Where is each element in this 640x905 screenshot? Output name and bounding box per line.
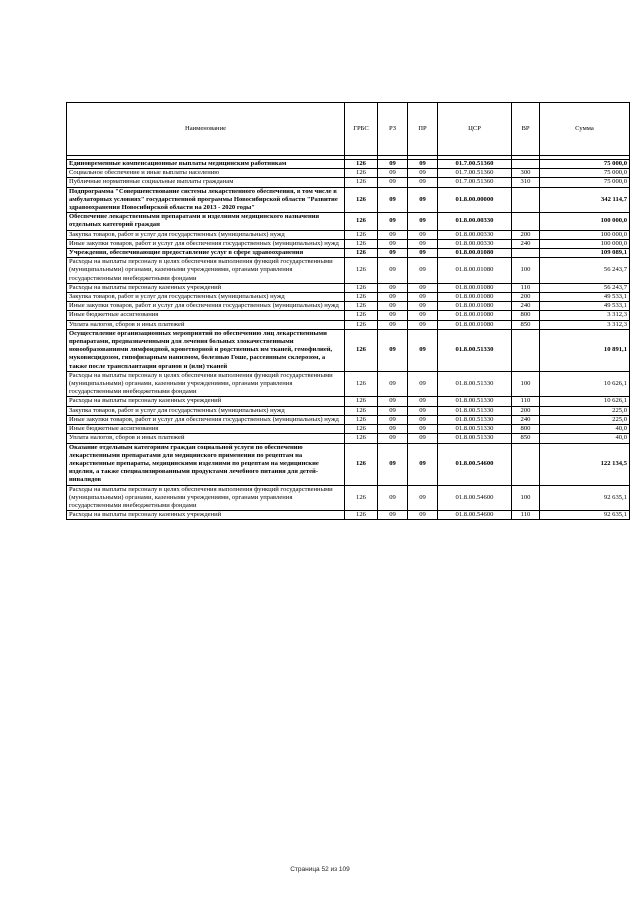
cell-grbs: 126 <box>345 187 378 213</box>
cell-vr <box>512 213 540 230</box>
table-row <box>67 302 630 311</box>
cell-rz: 09 <box>378 187 408 213</box>
cell-vr: 800 <box>512 311 540 320</box>
cell-name: Социальное обеспечение и иные выплаты населению <box>67 169 345 178</box>
cell-name: Подпрограмма "Совершенствование системы лекарственного обеспечения, в том числе в амбулаторных условиях" государственной программы Новосибирской области "Развитие здравоохранения Новосибирской области на 2013 - 2020 годы" <box>67 187 345 213</box>
cell-grbs: 126 <box>345 160 378 169</box>
header-name: Наименование <box>67 103 345 156</box>
cell-rz: 09 <box>378 397 408 406</box>
cell-grbs: 126 <box>345 311 378 320</box>
cell-sum: 56 243,7 <box>540 283 630 292</box>
cell-grbs: 126 <box>345 511 378 520</box>
header-csr: ЦСР <box>438 103 512 156</box>
cell-rz: 09 <box>378 443 408 485</box>
cell-name: Иные закупки товаров, работ и услуг для обеспечения государственных (муниципальных) нужд <box>67 239 345 248</box>
cell-sum: 3 312,3 <box>540 311 630 320</box>
cell-vr: 300 <box>512 169 540 178</box>
cell-sum: 56 243,7 <box>540 258 630 284</box>
cell-csr: 01.8.00.00000 <box>438 187 512 213</box>
cell-rz: 09 <box>378 249 408 258</box>
cell-pr: 09 <box>408 283 438 292</box>
cell-vr: 240 <box>512 239 540 248</box>
cell-csr: 01.7.00.51360 <box>438 178 512 187</box>
table-row <box>67 406 630 415</box>
cell-grbs: 126 <box>345 239 378 248</box>
cell-csr: 01.8.00.00330 <box>438 213 512 230</box>
cell-vr <box>512 187 540 213</box>
cell-pr: 09 <box>408 160 438 169</box>
header-rz: РЗ <box>378 103 408 156</box>
cell-vr: 200 <box>512 406 540 415</box>
cell-grbs: 126 <box>345 213 378 230</box>
cell-vr: 850 <box>512 434 540 443</box>
table-row <box>67 187 630 213</box>
cell-csr: 01.8.00.00330 <box>438 239 512 248</box>
table-row <box>67 397 630 406</box>
cell-sum: 3 312,3 <box>540 320 630 329</box>
cell-pr: 09 <box>408 425 438 434</box>
cell-sum: 10 626,1 <box>540 397 630 406</box>
table-row <box>67 178 630 187</box>
table-row <box>67 169 630 178</box>
cell-pr: 09 <box>408 397 438 406</box>
cell-grbs: 126 <box>345 329 378 371</box>
table-row <box>67 249 630 258</box>
cell-vr: 310 <box>512 178 540 187</box>
cell-rz: 09 <box>378 485 408 511</box>
cell-rz: 09 <box>378 213 408 230</box>
table-header-row <box>67 103 630 156</box>
cell-vr: 100 <box>512 371 540 397</box>
cell-rz: 09 <box>378 283 408 292</box>
cell-csr: 01.8.00.51330 <box>438 329 512 371</box>
cell-name: Иные закупки товаров, работ и услуг для обеспечения государственных (муниципальных) нужд <box>67 302 345 311</box>
cell-vr: 100 <box>512 258 540 284</box>
header-pr: ПР <box>408 103 438 156</box>
page-footer: Страница 52 из 109 <box>290 866 350 873</box>
table-row <box>67 239 630 248</box>
cell-pr: 09 <box>408 443 438 485</box>
cell-rz: 09 <box>378 169 408 178</box>
cell-name: Расходы на выплаты персоналу казенных учреждений <box>67 511 345 520</box>
cell-csr: 01.8.00.54600 <box>438 485 512 511</box>
cell-vr: 800 <box>512 425 540 434</box>
cell-vr: 110 <box>512 397 540 406</box>
cell-rz: 09 <box>378 293 408 302</box>
cell-name: Расходы на выплаты персоналу в целях обеспечения выполнения функций государственными (муниципальными) органами, казенными учреждениями, органами управления государственными внебюджетными фондами <box>67 258 345 284</box>
table-row <box>67 511 630 520</box>
cell-pr: 09 <box>408 434 438 443</box>
cell-rz: 09 <box>378 371 408 397</box>
cell-vr: 240 <box>512 302 540 311</box>
cell-csr: 01.8.00.51330 <box>438 415 512 424</box>
cell-rz: 09 <box>378 302 408 311</box>
cell-csr: 01.8.00.01080 <box>438 249 512 258</box>
cell-csr: 01.8.00.01080 <box>438 302 512 311</box>
cell-grbs: 126 <box>345 302 378 311</box>
cell-grbs: 126 <box>345 397 378 406</box>
cell-name: Закупка товаров, работ и услуг для государственных (муниципальных) нужд <box>67 406 345 415</box>
cell-name: Расходы на выплаты персоналу казенных учреждений <box>67 283 345 292</box>
cell-name: Оказание отдельным категориям граждан социальной услуги по обеспечению лекарственными препаратами для медицинского применения по рецептам на лекарственные препараты, медицинскими изделиями по рецептам на медицинские изделия, а также специализированными продуктами лечебного питания для детей-инвалидов <box>67 443 345 485</box>
table-row <box>67 485 630 511</box>
header-sum: Сумма <box>540 103 630 156</box>
cell-pr: 09 <box>408 511 438 520</box>
cell-grbs: 126 <box>345 249 378 258</box>
cell-name: Публичные нормативные социальные выплаты гражданам <box>67 178 345 187</box>
cell-sum: 10 626,1 <box>540 371 630 397</box>
cell-pr: 09 <box>408 415 438 424</box>
cell-rz: 09 <box>378 320 408 329</box>
cell-grbs: 126 <box>345 406 378 415</box>
cell-csr: 01.8.00.01080 <box>438 293 512 302</box>
cell-grbs: 126 <box>345 283 378 292</box>
cell-grbs: 126 <box>345 425 378 434</box>
table-row <box>67 213 630 230</box>
cell-grbs: 126 <box>345 371 378 397</box>
cell-pr: 09 <box>408 485 438 511</box>
table-row <box>67 415 630 424</box>
cell-sum: 225,0 <box>540 415 630 424</box>
cell-name: Иные закупки товаров, работ и услуг для обеспечения государственных (муниципальных) нужд <box>67 415 345 424</box>
table-row <box>67 443 630 485</box>
cell-vr: 110 <box>512 511 540 520</box>
cell-grbs: 126 <box>345 485 378 511</box>
cell-name: Расходы на выплаты персоналу казенных учреждений <box>67 397 345 406</box>
cell-name: Уплата налогов, сборов и иных платежей <box>67 320 345 329</box>
cell-name: Закупка товаров, работ и услуг для государственных (муниципальных) нужд <box>67 293 345 302</box>
cell-rz: 09 <box>378 160 408 169</box>
cell-csr: 01.8.00.51330 <box>438 434 512 443</box>
cell-vr: 850 <box>512 320 540 329</box>
cell-sum: 40,0 <box>540 425 630 434</box>
cell-sum: 122 134,5 <box>540 443 630 485</box>
cell-name: Расходы на выплаты персоналу в целях обеспечения выполнения функций государственными (муниципальными) органами, казенными учреждениями, органами управления государственными внебюджетными фондами <box>67 371 345 397</box>
cell-rz: 09 <box>378 239 408 248</box>
cell-grbs: 126 <box>345 293 378 302</box>
table-row <box>67 293 630 302</box>
cell-name: Осуществление организационных мероприятий по обеспечению лиц лекарственными препаратами, предназначенными для лечения больных злокачественными новообразованиями лимфоидной, кроветворной и родственных им тканей, гемофилией, муковисцидозом, гипофизарным нанизмом, болезнью Гоше, рассеянным склерозом, а также после трансплантации органов и (или) тканей <box>67 329 345 371</box>
cell-pr: 09 <box>408 371 438 397</box>
cell-csr: 01.8.00.01080 <box>438 258 512 284</box>
table-row <box>67 425 630 434</box>
cell-rz: 09 <box>378 258 408 284</box>
cell-grbs: 126 <box>345 178 378 187</box>
cell-pr: 09 <box>408 293 438 302</box>
cell-name: Иные бюджетные ассигнования <box>67 425 345 434</box>
table-row <box>67 283 630 292</box>
cell-vr: 200 <box>512 230 540 239</box>
cell-sum: 225,0 <box>540 406 630 415</box>
cell-sum: 92 635,1 <box>540 511 630 520</box>
cell-rz: 09 <box>378 329 408 371</box>
cell-rz: 09 <box>378 230 408 239</box>
cell-csr: 01.8.00.00330 <box>438 230 512 239</box>
cell-sum: 342 114,7 <box>540 187 630 213</box>
cell-vr <box>512 160 540 169</box>
table-row <box>67 329 630 371</box>
cell-pr: 09 <box>408 406 438 415</box>
cell-vr <box>512 249 540 258</box>
cell-rz: 09 <box>378 311 408 320</box>
cell-pr: 09 <box>408 239 438 248</box>
cell-sum: 49 533,1 <box>540 293 630 302</box>
cell-csr: 01.8.00.01080 <box>438 311 512 320</box>
cell-vr <box>512 443 540 485</box>
table-row <box>67 371 630 397</box>
cell-name: Единовременные компенсационные выплаты медицинским работникам <box>67 160 345 169</box>
cell-pr: 09 <box>408 329 438 371</box>
cell-pr: 09 <box>408 302 438 311</box>
cell-pr: 09 <box>408 213 438 230</box>
header-grbs: ГРБС <box>345 103 378 156</box>
cell-csr: 01.8.00.51330 <box>438 425 512 434</box>
budget-table <box>66 102 630 520</box>
cell-rz: 09 <box>378 511 408 520</box>
cell-vr: 200 <box>512 293 540 302</box>
cell-name: Уплата налогов, сборов и иных платежей <box>67 434 345 443</box>
cell-sum: 100 000,0 <box>540 213 630 230</box>
cell-csr: 01.8.00.54600 <box>438 511 512 520</box>
cell-vr <box>512 329 540 371</box>
cell-sum: 10 891,1 <box>540 329 630 371</box>
cell-csr: 01.7.00.51360 <box>438 169 512 178</box>
cell-grbs: 126 <box>345 169 378 178</box>
cell-sum: 75 000,0 <box>540 160 630 169</box>
cell-sum: 100 000,0 <box>540 239 630 248</box>
table-row <box>67 160 630 169</box>
table-body <box>67 103 630 520</box>
table-row <box>67 434 630 443</box>
cell-grbs: 126 <box>345 443 378 485</box>
cell-pr: 09 <box>408 249 438 258</box>
cell-grbs: 126 <box>345 258 378 284</box>
cell-rz: 09 <box>378 425 408 434</box>
cell-csr: 01.8.00.51330 <box>438 397 512 406</box>
cell-sum: 75 000,0 <box>540 178 630 187</box>
cell-name: Иные бюджетные ассигнования <box>67 311 345 320</box>
cell-name: Обеспечение лекарственными препаратами и изделиями медицинского назначения отдельных категорий граждан <box>67 213 345 230</box>
table-row <box>67 320 630 329</box>
cell-pr: 09 <box>408 320 438 329</box>
cell-csr: 01.8.00.01080 <box>438 320 512 329</box>
cell-pr: 09 <box>408 311 438 320</box>
cell-vr: 240 <box>512 415 540 424</box>
cell-rz: 09 <box>378 178 408 187</box>
cell-name: Расходы на выплаты персоналу в целях обеспечения выполнения функций государственными (муниципальными) органами, казенными учреждениями, органами управления государственными внебюджетными фондами <box>67 485 345 511</box>
cell-pr: 09 <box>408 230 438 239</box>
cell-pr: 09 <box>408 169 438 178</box>
cell-grbs: 126 <box>345 434 378 443</box>
table-row <box>67 311 630 320</box>
cell-csr: 01.8.00.01080 <box>438 283 512 292</box>
cell-grbs: 126 <box>345 320 378 329</box>
cell-pr: 09 <box>408 258 438 284</box>
cell-sum: 40,0 <box>540 434 630 443</box>
cell-rz: 09 <box>378 406 408 415</box>
table-row <box>67 230 630 239</box>
cell-csr: 01.8.00.54600 <box>438 443 512 485</box>
cell-sum: 109 089,1 <box>540 249 630 258</box>
cell-csr: 01.7.00.51360 <box>438 160 512 169</box>
header-vr: ВР <box>512 103 540 156</box>
cell-grbs: 126 <box>345 230 378 239</box>
cell-vr: 110 <box>512 283 540 292</box>
cell-pr: 09 <box>408 178 438 187</box>
cell-name: Закупка товаров, работ и услуг для государственных (муниципальных) нужд <box>67 230 345 239</box>
cell-pr: 09 <box>408 187 438 213</box>
cell-rz: 09 <box>378 415 408 424</box>
cell-sum: 75 000,0 <box>540 169 630 178</box>
cell-sum: 100 000,0 <box>540 230 630 239</box>
cell-csr: 01.8.00.51330 <box>438 371 512 397</box>
cell-vr: 100 <box>512 485 540 511</box>
cell-name: Учреждения, обеспечивающие предоставление услуг в сфере здравоохранения <box>67 249 345 258</box>
cell-csr: 01.8.00.51330 <box>438 406 512 415</box>
cell-sum: 92 635,1 <box>540 485 630 511</box>
cell-rz: 09 <box>378 434 408 443</box>
cell-sum: 49 533,1 <box>540 302 630 311</box>
cell-grbs: 126 <box>345 415 378 424</box>
table-row <box>67 258 630 284</box>
